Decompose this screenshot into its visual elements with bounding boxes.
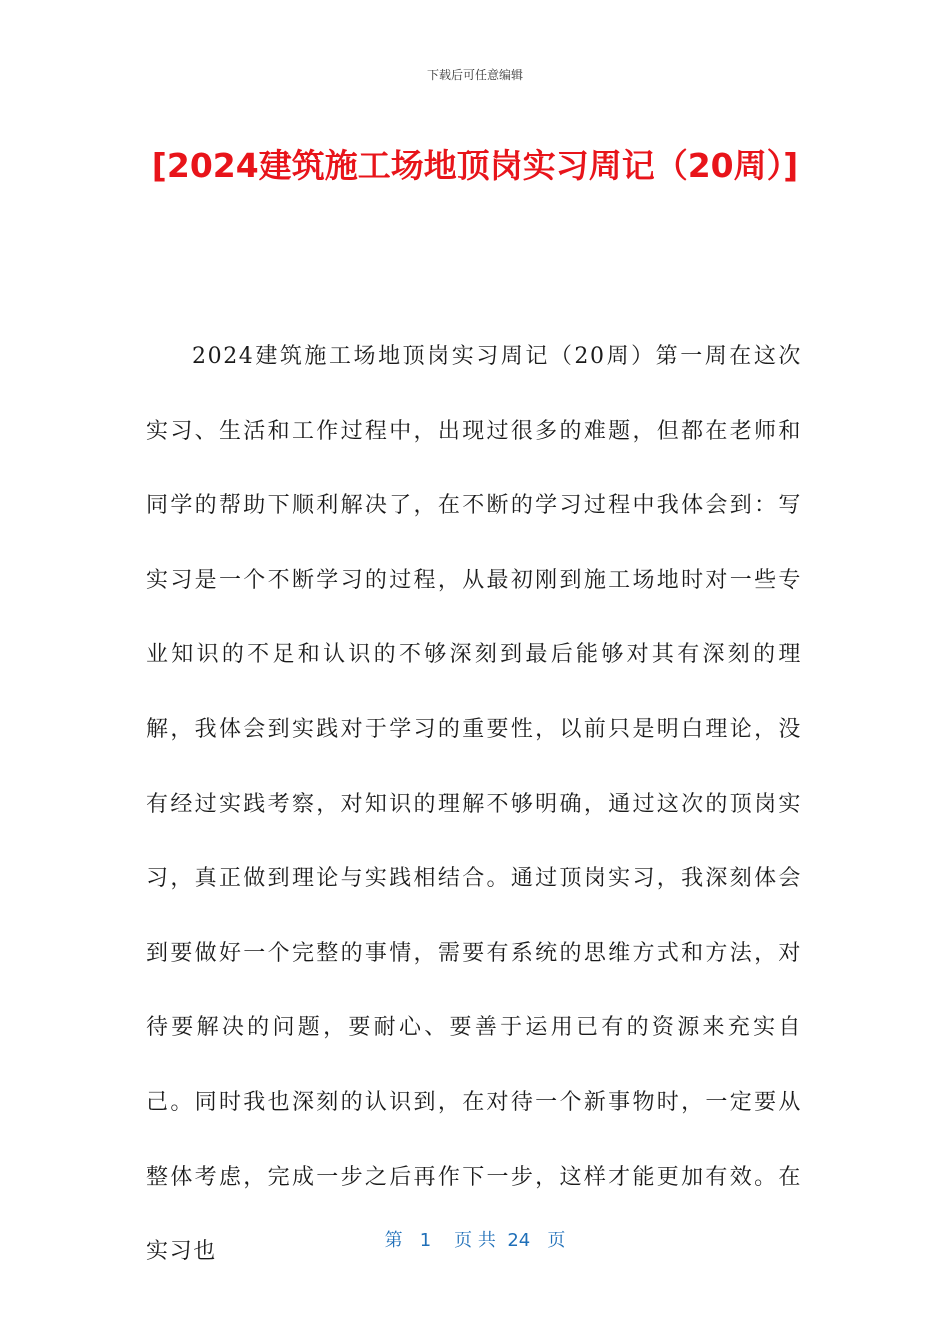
page-footer [0,1226,950,1252]
current-page-number: 1 [419,1230,432,1251]
footer-middle: 页 共 [454,1230,496,1251]
footer-prefix: 第 [384,1230,403,1251]
body-paragraph: 2024建筑施工场地顶岗实习周记（20周）第一周在这次实习、生活和工作过程中，出现过很多的难题，但都在老师和同学的帮助下顺利解决了，在不断的学习过程中我体会到：写实习是一个不断学习的过程，从最初刚到施工场地时对一些专业知识的不足和认识的不够深刻到最后能够对其有深刻的理解，我体会到实践对于学习的重要性，以前只是明白理论，没有经过实践考察，对知识的理解不够明确，通过这次的顶岗实习，真正做到理论与实践相结合。通过顶岗实习，我深刻体会到要做好一个完整的事情，需要有系统的思维方式和方法，对待要解决的问题，要耐心、要善于运用已有的资源来充实自己。同时我也深刻的认识到，在对待一个新事物时，一定要从整体考虑，完成一步之后再作下一步，这样才能更加有效。在实习也 [146,344,802,1265]
header-note: 下载后可任意编辑 [426,68,523,82]
footer-suffix: 页 [547,1230,566,1251]
total-pages-number: 24 [507,1230,531,1251]
document-title: [2024建筑施工场地顶岗实习周记（20周）] [151,146,799,185]
